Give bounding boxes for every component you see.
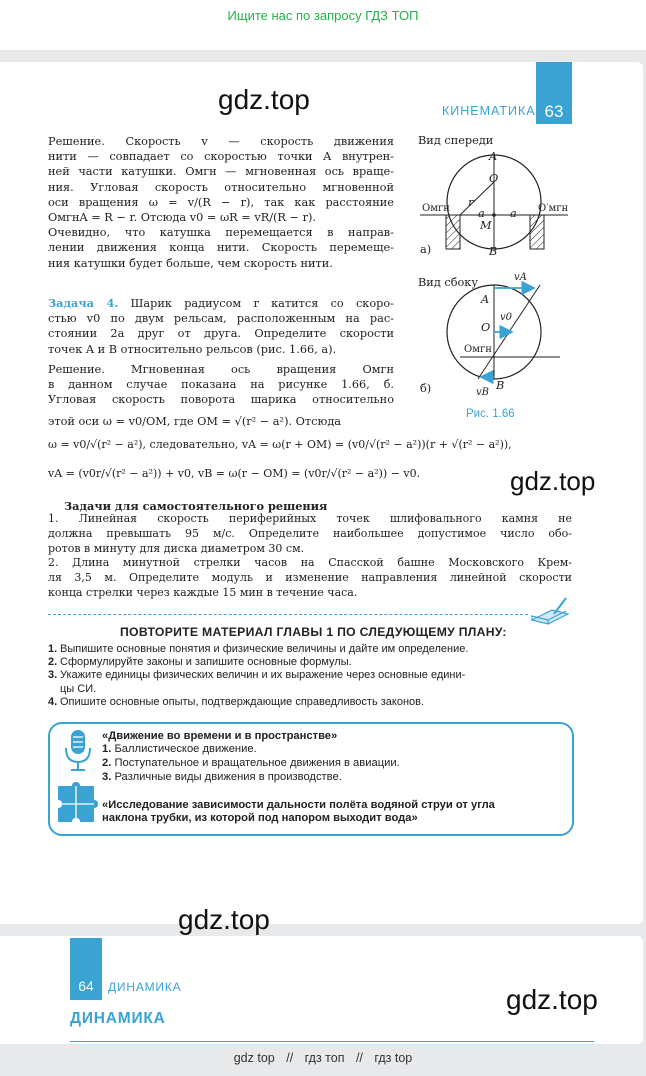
figure-label-b: б) bbox=[420, 382, 432, 395]
text-line: ней части катушки. Oмгн — мгновенная ось враще- bbox=[48, 165, 394, 179]
formula-2: vA = (v0r/√(r² − a²)) + v0, vB = ω(r − OM) = (v0r/√(r² − a²)) − v0. bbox=[48, 467, 421, 480]
text-line: точек A и B относительно рельсов (рис. 1.66, а). bbox=[48, 342, 337, 356]
text-line: в данном случае показана на рисунке 1.66, б. bbox=[48, 378, 394, 392]
microphone-icon bbox=[60, 728, 96, 772]
text-line: ния катушки будет больше, чем скорость нити. bbox=[48, 256, 333, 270]
label-A-front: A bbox=[489, 150, 498, 163]
rail-right bbox=[530, 215, 544, 249]
figure-side-label: Вид сбоку bbox=[418, 276, 479, 289]
text-line: этой оси ω = v0/OM, где OM = √(r² − a²). Отсюда bbox=[48, 414, 342, 428]
self-tasks-heading: Задачи для самостоятельного решения bbox=[64, 499, 328, 513]
topic-item: 3. Различные виды движения в производстве. bbox=[102, 771, 342, 783]
text-line: лении движения конца нити. Скорость перемеще- bbox=[48, 241, 394, 255]
radius-line bbox=[460, 182, 494, 215]
label-Omgn-side: Oмгн bbox=[464, 344, 492, 355]
rail-left bbox=[446, 215, 460, 249]
text-line: стью v0 по двум рельсам, расположенным на рас- bbox=[48, 312, 394, 326]
topic-item: 1. Баллистическое движение. bbox=[102, 743, 257, 755]
label-B-side: B bbox=[496, 379, 505, 392]
text-line: Шарик радиусом r катится со скоро- bbox=[130, 297, 394, 310]
repeat-list bbox=[48, 643, 568, 709]
task-4-title: Задача 4. bbox=[48, 296, 119, 310]
list-item: 4. Опишите основные опыты, подтверждающие справедливость законов. bbox=[48, 695, 425, 708]
label-vB: vB bbox=[476, 387, 489, 398]
list-item: 1. Выпишите основные понятия и физические величины и дайте им определение. bbox=[48, 643, 469, 655]
watermark: gdz.top bbox=[178, 904, 270, 935]
figure-caption: Рис. 1.66 bbox=[466, 408, 515, 420]
list-item: 2. Сформулируйте законы и запишите основные формулы. bbox=[48, 656, 352, 669]
label-Omgn: Oмгн bbox=[422, 203, 450, 214]
formula-1: ω = v0/√(r² − a²), следовательно, vA = ω(r + OM) = (v0/√(r² − a²))(r + √(r² − a²)), bbox=[48, 438, 512, 451]
label-v0: v0 bbox=[500, 312, 513, 323]
text-line: ля 3,5 м. Определите модуль и изменение направления линейной скорости bbox=[48, 571, 572, 585]
footer-link[interactable]: gdz top bbox=[233, 1051, 275, 1065]
section-divider bbox=[48, 614, 528, 615]
title-underline bbox=[70, 1041, 594, 1042]
search-hint-link[interactable]: Ищите нас по запросу ГДЗ ТОП bbox=[227, 8, 419, 23]
list-item: цы СИ. bbox=[60, 682, 97, 695]
repeat-title: ПОВТОРИТЕ МАТЕРИАЛ ГЛАВЫ 1 ПО СЛЕДУЮЩЕМУ ПЛАНУ: bbox=[120, 625, 507, 639]
footer-separator: // bbox=[286, 1051, 294, 1065]
watermark: gdz.top bbox=[510, 466, 596, 496]
project-line-1: «Исследование зависимости дальности полёта водяной струи от угла bbox=[102, 799, 495, 811]
page-number-64: 64 bbox=[70, 938, 102, 1000]
text-line: Очевидно, что катушка перемещается в направ- bbox=[48, 226, 394, 240]
text-line: конца стрелки через каждые 15 мин в течение часа. bbox=[48, 585, 358, 599]
footer-links bbox=[0, 1051, 646, 1065]
section-header-64: ДИНАМИКА bbox=[108, 980, 182, 994]
label-O-side: O bbox=[481, 321, 491, 334]
text-line: стоянии 2a друг от друга. Определите скорости bbox=[48, 327, 394, 341]
text-line: ротов в минуту для диска диаметром 30 см. bbox=[48, 541, 305, 555]
text-line: Угловая скорость поворота шарика относительно bbox=[48, 393, 394, 407]
figure-front-label: Вид спереди bbox=[418, 134, 494, 147]
topic-title: «Движение во времени и в пространстве» bbox=[102, 730, 338, 742]
footer-link[interactable]: гдз топ bbox=[304, 1051, 345, 1065]
footer-separator: // bbox=[355, 1051, 363, 1065]
text-line: Решение. Мгновенная ось вращения Oмгн bbox=[48, 363, 394, 376]
point-dot bbox=[492, 213, 496, 217]
label-M: M bbox=[480, 219, 492, 232]
label-a-left: a bbox=[478, 207, 485, 220]
topic-item: 2. Поступательное и вращательное движения в авиации. bbox=[102, 757, 400, 769]
open-book-icon bbox=[528, 594, 572, 630]
text-line: 2. Длина минутной стрелки часов на Спасской башне Московского Крем- bbox=[48, 556, 572, 570]
label-r: r bbox=[468, 196, 474, 209]
text-line: Решение. Скорость v — скорость движения bbox=[48, 135, 394, 148]
label-O-front: O bbox=[489, 172, 499, 185]
text-line: OмгнA = R − r. Отсюда v0 = ωR = vR/(R − r). bbox=[48, 211, 316, 225]
text-line: оси вращения ω = v/(R − r), так как расстояние bbox=[48, 195, 394, 209]
text-line: нити — совпадает со скоростью точки A внутрен- bbox=[48, 150, 394, 164]
project-line-2: наклона трубки, из которой под напором выходит вода» bbox=[102, 812, 418, 824]
text-line: 1. Линейная скорость периферийных точек шлифовального камня не bbox=[48, 512, 572, 525]
self-task-1 bbox=[48, 512, 572, 601]
label-vA: vA bbox=[514, 272, 527, 283]
list-item: 3. Укажите единицы физических величин и их выражение через основные едини- bbox=[48, 669, 466, 682]
puzzle-icon bbox=[56, 782, 100, 826]
figure-label-a: а) bbox=[420, 243, 432, 256]
section-header: КИНЕМАТИКА bbox=[442, 104, 536, 118]
page-number: 63 bbox=[536, 62, 572, 124]
label-A-side: A bbox=[481, 293, 490, 306]
label-Omgn-prime: O′мгн bbox=[538, 203, 569, 214]
label-B-front: B bbox=[489, 245, 498, 258]
label-a-right: a bbox=[510, 207, 517, 220]
watermark: gdz.top bbox=[218, 84, 310, 115]
footer-link[interactable]: гдз top bbox=[374, 1051, 413, 1065]
text-line: ния. Угловая скорость относительно мгновенной bbox=[48, 180, 394, 194]
chapter-title: ДИНАМИКА bbox=[70, 1010, 166, 1027]
text-line: должна превышать 95 м/с. Определите наибольшее допустимое число обо- bbox=[48, 526, 572, 540]
watermark: gdz.top bbox=[506, 984, 598, 1015]
